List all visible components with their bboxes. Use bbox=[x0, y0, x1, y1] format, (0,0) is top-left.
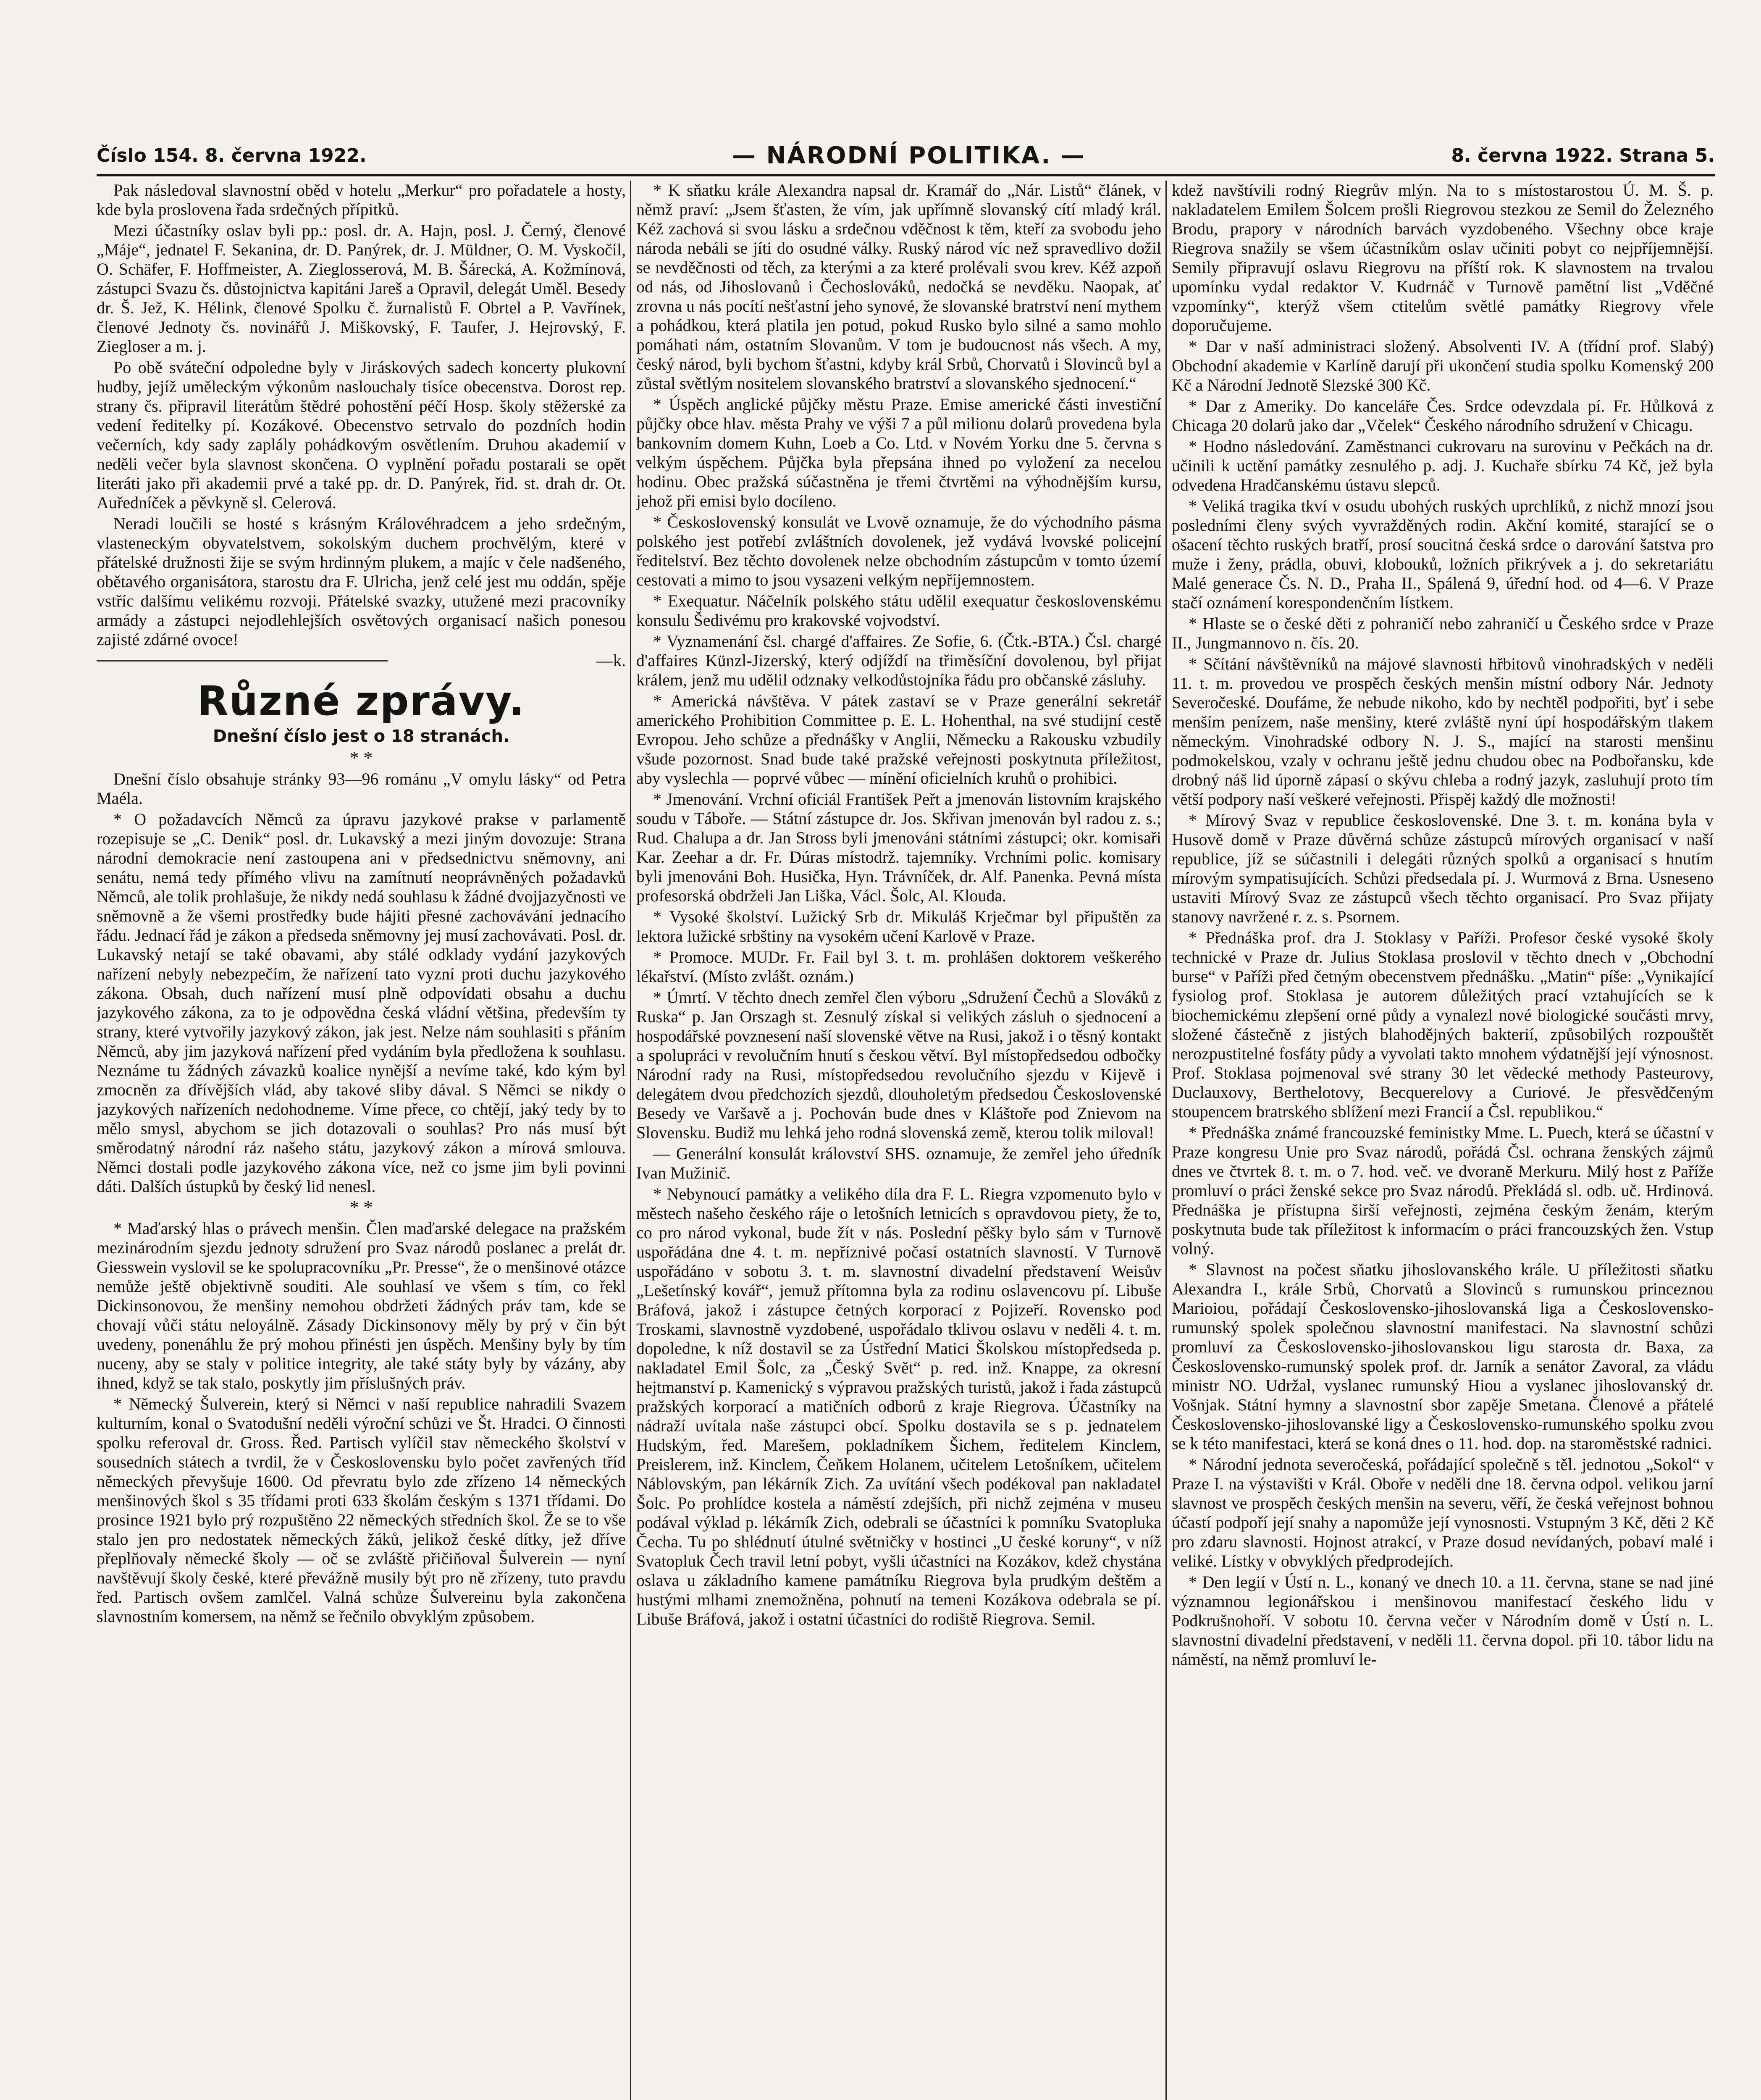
article-paragraph: * Mírový Svaz v republice československé. Dne 3. t. m. konána byla v Husově domě v Praze důvěrná schůze zástupců mírových organisací v naší republice, jíž se súčastnili i delegáti různých spolků a organisací s hnutím mírovým sympatisujících. Schůzi předsedala pí. J. Wurmová z Brna. Usneseno ustaviti Mírový Svaz ze zástupců všech těchto organisací. Pro Svaz přijaty stanovy navržené r. z. s. Psornem. bbox=[1172, 811, 1714, 926]
article-paragraph: * Promoce. MUDr. Fr. Fail byl 3. t. m. prohlášen doktorem veškerého lékařství. (Místo zvlášt. oznám.) bbox=[636, 948, 1161, 986]
article-paragraph: Po obě sváteční odpoledne byly v Jiráskových sadech koncerty plukovní hudby, jejíž uměleckým výkonům naslouchaly tisíce obecenstva. Dorost rep. strany čs. připravil literátům štědré pohostění péčí Hosp. školy stěžerské za vedení ředitelky pí. Kozákové. Obecenstvo setrvalo do pozdních hodin večerních, kdy sady zaplály pohádkovým osvětlením. Druhou akademií v neděli večer byla slavnost skončena. O vyplnění pořadu postarali se opět literáti jako při akademii prvé a také pp. dr. D. Panýrek, řid. st. drah dr. Ot. Auředníček a pěvkyně sl. Celerová. bbox=[97, 358, 626, 512]
article-signoff bbox=[97, 651, 626, 670]
article-paragraph: * Slavnost na počest sňatku jihoslovanského krále. U příležitosti sňatku Alexandra I., krále Srbů, Chorvatů a Slovinců s rumunskou princeznou Marioiou, pořádají Československo-jihoslovanská liga a Československo-rumunský spolek společnou slavnostní manifestaci. Na slavnostní schůzi promluví za Československo-jihoslovanskou ligu starosta dr. Baxa, za Československo-rumunský spolek prof. dr. Jarník a senátor Zavoral, za vládu ministr NO. Udržal, vyslanec rumunský Hiou a vyslanec jihoslovanský dr. Vošnjak. Státní hymny a slavnostní sbor zapěje Smetana. Členové a přátelé Československo-jihoslovanské ligy a Československo-rumunského spolku zvou se k této manifestaci, která se koná dnes o 11. hod. dop. na staroměstské radnici. bbox=[1172, 1260, 1714, 1453]
article-paragraph: * Přednáška prof. dra J. Stoklasy v Paříži. Profesor české vysoké školy technické v Praze dr. Julius Stoklasa proslovil v těchto dnech v „Obchodní burse“ v Paříži před četným obecenstvem přednášku. „Matin“ píše: „Vynikající fysiolog prof. Stoklasa je autorem důležitých prací vztahujících se k biochemickému zlepšení orné půdy a vynalezl nové biologické součásti mrvy, složené částečně z jistých blahodějných bakterií, způsobilých rozpouštět nerozpustitelné fosfáty půdy a vyvolati takto mnohem výdatnější její výnosnost. Prof. Stoklasa pojmenoval své strany 30 let vědecké methody Pasteurovy, Duclauxovy, Berthelotovy, Becquerelovy a Curiové. Je přesvědčeným stoupencem bratrského sblížení mezi Francií a Čsl. republikou.“ bbox=[1172, 928, 1714, 1121]
article-paragraph: * Národní jednota severočeská, pořádající společně s těl. jednotou „Sokol“ v Praze I. na výstavišti v Král. Oboře v neděli dne 18. června odpol. velikou jarní slavnost ve prospěch českých menšin na severu, věří, že česká veřejnost bohnou účastí podpoří její snahy a napomůže její vynosnosti. Vstupným 3 Kč, děti 2 Kč pro zdaru slavnosti. Hojnost atrakcí, v Praze dosud nevídaných, pobaví malé i veliké. Lístky v obvyklých předprodejích. bbox=[1172, 1455, 1714, 1570]
article-paragraph: * Americká návštěva. V pátek zastaví se v Praze generální sekretář amerického Prohibition Committee p. E. L. Hohenthal, na své studijní cestě Evropou. Jeho schůze a přednášky v Anglii, Německu a Rakousku vzbudily všude pozornost. Snad bude také pražské veřejnosti poskytnuta příležitost, aby vyslechla — poprvé vůbec — mínění oficielních kruhů o prohibici. bbox=[636, 691, 1161, 788]
article-paragraph: * Dar v naší administraci složený. Absolventi IV. A (třídní prof. Slabý) Obchodní akademie v Karlíně darují při ukončení studia spolku Komenský 200 Kč a Národní Jednotě Slezské 300 Kč. bbox=[1172, 337, 1714, 394]
article-paragraph: Dnešní číslo obsahuje stránky 93—96 románu „V omylu lásky“ od Petra Maéla. bbox=[97, 769, 626, 808]
signoff-rule bbox=[97, 660, 388, 670]
article-paragraph: * Německý Šulverein, který si Němci v naší republice nahradili Svazem kulturním, konal o Svatodušní neděli výroční schůzi ve Št. Hradci. O činnosti spolku referoval dr. Gross. Řed. Partisch vylíčil stav německého školství v sousedních státech a tvrdil, že v Československu bylo počet zavřených tříd německých převyšuje 1600. Od převratu bylo zde zřízeno 14 německých menšinových škol s 35 třídami proti 633 školám českým s 1371 třídami. Do prosince 1921 bylo prý rozpuštěno 22 německých středních škol. Že se to vše stalo jen pro nedostatek německých žáků, jelikož české dítky, jež dříve přeplňovaly německé školy — oč se zvláště přičiňoval Šulverein — nyní navštěvují školy české, které převážně musily být pro ně zřízeny, tuto pravdu řed. Partisch ovšem zamlčel. Valná schůze Šulvereinu byla zakončena slavnostním komersem, na němž se řečnilo obvyklým způsobem. bbox=[97, 1394, 626, 1626]
header-rule bbox=[97, 174, 1715, 176]
separator-stars: * * bbox=[349, 748, 373, 768]
article-paragraph: * Dar z Ameriky. Do kanceláře Čes. Srdce odevzdala pí. Fr. Hůlková z Chicaga 20 dolarů jako dar „Včelek“ Českého národního sdružení v Chicagu. bbox=[1172, 396, 1714, 435]
article-paragraph: * Jmenování. Vrchní oficiál František Peřt a jmenován listovním krajského soudu v Táboře. — Státní zástupce dr. Jos. Skřivan jmenován byl radou z. s.; Rud. Chalupa a dr. Jan Stross byli jmenováni státními zástupci; okr. komisaři Kar. Zeehar a dr. Fr. Dúras místodrž. tajemníky. Vrchními polic. komisary byli jmenováni Boh. Husička, Hyn. Trávníček, dr. Alf. Panenka. Pevná místa profesorská obdrželi Jan Liška, Václ. Šolc, Al. Klouda. bbox=[636, 790, 1161, 905]
article-paragraph: * Exequatur. Náčelník polského státu udělil exequatur československému konsulu Šedivému pro krakovské vojvodství. bbox=[636, 591, 1161, 630]
column-2 bbox=[636, 181, 1161, 2100]
article-paragraph: * Sčítání návštěvníků na májové slavnosti hřbitovů vinohradských v neděli 11. t. m. provedou ve prospěch českých menšin místní odbory Nár. Jednoty Severočeské. Doufáme, že nebude nikoho, kdo by nechtěl podpořiti, byť i sebe menším penízem, naše menšiny, které zvláště nyní úpí hospodářským tlakem německým. Vinohradské odbory N. J. S., mající na starosti menšinu podmokelskou, vzaly v ochranu ještě jednu chudou obec na Podbořansku, kde drobný náš lid úporně zápasí o skývu chleba a rodný jazyk, zasluhují proto tím větší podpory naší veškeré veřejnosti. Přispěj každý dle možnosti! bbox=[1172, 654, 1714, 808]
article-paragraph: * O požadavcích Němců za úpravu jazykové prakse v parlamentě rozepisuje se „C. Denik“ posl. dr. Lukavský a mezi jiným dovozuje: Strana národní demokracie není zastoupena ani v předsednictvu sněmovny, ani senátu, nemá tedy přímého vlivu na zamítnutí neoprávněných požadavků Němců, ale tolik prohlašuje, že nikdy nedá souhlasu k žádné dvojjazyčnosti ve sněmovně a že všemi prostředky bude hájiti přesné zachovávání jednacího řádu. Jednací řád je zákon a předseda sněmovny jej musí zachovávati. Posl. dr. Lukavský netají se také obavami, aby stálé odklady vydání jazykových nařízení nebyly nebezpečím, že nařízení tato vyzní proti duchu jazykového zákona. Obsah, duch nařízení musí plně odpovídati obsahu a duchu jazykového zákona, za to je odpovědna česká vládní většina, především ty strany, které vytvořily jazykový zákon, jak jest. Nelze nám souhlasiti s přáním Němců, aby jim jazyková nařízení před vydáním byla předložena k souhlasu. Neznáme tu žádných závazků koalice nynější a nevíme také, kdo kým byl zmocněn za dřívějších vlád, aby takové sliby dával. S Němci se nikdy o jazykových nařízeních nedohodneme. Víme přece, co chtějí, jaký tedy by to mělo smysl, abychom se jich dotazovali o souhlas? Pro nás musí být směrodatný národní ráz našeho státu, jazykový zákon a mírová smlouva. Němci dostali podle jazykového zákona více, než co jsme jim byli povinni dáti. Dalších ústupků by český lid nenesl. bbox=[97, 810, 626, 1196]
article-paragraph: — Generální konsulát království SHS. oznamuje, že zemřel jeho úředník Ivan Mužinič. bbox=[636, 1144, 1161, 1182]
article-paragraph: * Veliká tragika tkví v osudu ubohých ruských uprchlíků, z nichž mnozí jsou posledními členy svých vyvražděných rodin. Akční komité, starající se o ošacení těchto ruských bratří, prosí soucitná česká srdce o darování šatstva pro muže i ženy, prádla, obuvi, klobouků, ložních přikrývek a j. do sekretariátu Malé generace Čs. N. D., Praha II., Spálená 9, úřední hod. od 4—6. V Praze stačí oznámení korespondenčním lístkem. bbox=[1172, 496, 1714, 612]
masthead bbox=[97, 139, 1715, 172]
article-paragraph: * Maďarský hlas o právech menšin. Člen maďarské delegace na pražském mezinárodním sjezdu jednoty sdružení pro Svaz národů poslanec a prelát dr. Giesswein vyslovil se ke spolupracovníku „Pr. Presse“, že o menšinové otázce nemůže ještě objektivně souditi. Ale souhlasí ve všem s tím, co řekl Dickinsonovou, že menšiny nemohou obdržeti žádných práv tam, kde se chovají vůči státu neloyálně. Zásady Dickinsonovy měly by prý v čin být uvedeny, ponenáhlu že prý mohou přinésti jen úspěch. Menšiny byly by tím nuceny, aby se staly v politice integrity, ale také státy byly by vázány, aby ihned, když se tak stalo, poskytly jim příslušných práv. bbox=[97, 1219, 626, 1392]
separator-stars: * * bbox=[349, 1197, 373, 1218]
article-paragraph: * Úspěch anglické půjčky městu Praze. Emise americké části investiční půjčky obce hlav. města Prahy ve výši 7 a půl milionu dolarů provedena byla bankovním domem Kuhn, Loeb a Co. Ltd. v Novém Yorku dne 5. června s velkým úspěchem. Půjčka byla přepsána ihned po vyložení za necelou hodinu. Obec pražská súčastněna je třemi čtvrtěmi na výhodnějším kursu, jehož při emisi bylo docíleno. bbox=[636, 395, 1161, 510]
column-3 bbox=[1172, 181, 1714, 2100]
article-paragraph: * Přednáška známé francouzské feministky Mme. L. Puech, která se účastní v Praze kongresu Unie pro Svaz národů, pořádá Čsl. ochrana ženských zájmů dnes ve čtvrtek 8. t. m. o 7. hod. več. ve dvoraně Merkuru. Milý host z Paříže promluví o práci ženské sekce pro Svaz národů. Překládá sl. odb. uč. Hrdinová. Přednáška je přístupna širší veřejnosti, zejména českým ženám, kterým poskytnuta bude tak příležitost k informacím o práci francouzských žen. Vstup volný. bbox=[1172, 1123, 1714, 1258]
article-paragraph: Pak následoval slavnostní oběd v hotelu „Merkur“ pro pořadatele a hosty, kde byla proslovena řada srdečných přípitků. bbox=[97, 181, 626, 219]
article-paragraph: * Úmrtí. V těchto dnech zemřel člen výboru „Sdružení Čechů a Slováků z Ruska“ p. Jan Orszagh st. Zesnulý získal si velikých zásluh o sjednocení a hospodářské povznesení naší slovenské větve na Rusi, jakož i o těsný kontakt a spolupráci v revolučním hnutí s českou větví. Byl místopředsedou odbočky Národní rady na Rusi, místopředsedou revolučního sjezdu v Kijevě i delegátem dvou předchozích sjezdů, dlouholetým předsedou Československé Besedy ve Varšavě a j. Pochován bude dnes v Kláštoře pod Znievom na Slovensku. Budiž mu lehká jeho rodná slovenská země, kterou tolik miloval! bbox=[636, 988, 1161, 1142]
article-paragraph: * Hodno následování. Zaměstnanci cukrovaru na surovinu v Pečkách na dr. učinili k uctění památky zesnulého p. adj. J. Kuchaře sbírku 74 Kč, jež byla odvedena Hradčanskému ústavu slepců. bbox=[1172, 437, 1714, 494]
column-divider-1 bbox=[630, 181, 631, 2100]
column-1 bbox=[97, 181, 626, 2100]
article-paragraph: * Československý konsulát ve Lvově oznamuje, že do východního pásma polského jest potřebí zvláštních dovolenek, jež vydává lvovské policejní ředitelství. Bez těchto dovolenek nelze obchodním zástupcům v tomto území cestovati a mimo to jsou vysazeni velkým nepříjemnostem. bbox=[636, 512, 1161, 589]
article-paragraph: * Vysoké školství. Lužický Srb dr. Mikuláš Krječmar byl připuštěn za lektora lužické srbštiny na vysokém učení Karlově v Praze. bbox=[636, 907, 1161, 945]
column-divider-2 bbox=[1165, 181, 1167, 2100]
date-page-right: 8. června 1922. Strana 5. bbox=[1451, 144, 1715, 166]
newspaper-title: — NÁRODNÍ POLITIKA. — bbox=[732, 142, 1086, 169]
article-paragraph: * Den legií v Ústí n. L., konaný ve dnech 10. a 11. června, stane se nad jiné významnou legionářskou i menšinovou manifestací českého lidu v Podkrušnohoří. V sobotu 10. června večer v Národním domě v Ústí n. L. slavnostní divadelní představení, v neděli 11. června dopol. při 10. tábor lidu na náměstí, na němž promluví le- bbox=[1172, 1572, 1714, 1669]
article-paragraph: * Hlaste se o české děti z pohraničí nebo zahraničí u Českého srdce v Praze II., Jungmannovo n. čís. 20. bbox=[1172, 614, 1714, 652]
article-paragraph: * K sňatku krále Alexandra napsal dr. Kramář do „Nár. Listů“ článek, v němž praví: „Jsem šťasten, že vím, jak upřímně slovanský cítí mladý král. Kéž zachová si svou lásku a srdečnou vděčnost k těm, kteří za svobodu jeho národa nebáli se jíti do osudné války. Ruský národ víc než spravedlivo dožil se nevděčnosti od těch, za kterými a za které prolévali svou krev. Kéž azpoň od nás, od Jihoslovanů i Čechoslováků, nedočká se nevděku. Naopak, ať zrovna u nás pocítí nešťastní jeho synové, že slovanské bratrství není mythem a pohádkou, která platila jen potud, pokud Rusko bylo silné a samo mohlo pomáhati nám, ostatním Slovanům. V tom je budoucnost nás všech. A my, český národ, byli bychom šťastni, kdyby král Srbů, Chorvatů i Slovinců byl a zůstal světlým nositelem slovanského bratrství a slovanského sjednocení.“ bbox=[636, 181, 1161, 393]
author-signature: —k. bbox=[596, 651, 626, 670]
section-title: Různé zprávy. bbox=[197, 677, 525, 724]
section-subtitle: Dnešní číslo jest o 18 stranách. bbox=[213, 727, 510, 746]
issue-date-left: Číslo 154. 8. června 1922. bbox=[97, 144, 367, 166]
article-paragraph: Mezi účastníky oslav byli pp.: posl. dr. A. Hajn, posl. J. Černý, členové „Máje“, jednatel F. Sekanina, dr. D. Panýrek, dr. J. Müldner, O. M. Vyskočil, O. Schäfer, F. Hoffmeister, A. Zieglosserová, M. B. Šárecká, A. Kožmínová, zástupci Svazu čs. důstojnictva kapitáni Jareš a Opravil, delegát Uměl. Besedy dr. Š. Jež, K. Hélink, členové Spolku č. žurnalistů F. Obrtel a P. Vavřínek, členové Jednoty čs. novinářů J. Miškovský, F. Taufer, J. Hejrovský, F. Ziegloser a m. j. bbox=[97, 221, 626, 356]
article-paragraph: Neradi loučili se hosté s krásným Královéhradcem a jeho srdečným, vlasteneckým obyvatelstvem, sokolským duchem prochvělým, které v přátelské družnosti žije se svým hrdinným plukem, a majíc v čele nadšeného, obětavého organisátora, starostu dra F. Ulricha, jenž celé jest mu oddán, spěje vstříc dalšímu velikému rozvoji. Přátelské svazky, utužené mezi pracovníky armády a zástupci nejodlehlejších osvětových organisací našich ponesou zajisté zdárné ovoce! bbox=[97, 514, 626, 649]
article-paragraph: * Vyznamenání čsl. chargé d'affaires. Ze Sofie, 6. (Čtk.-BTA.) Čsl. chargé d'affaires Künzl-Jizerský, který odjíždí na třiměsíční dovolenou, byl přijat králem, jenž mu udělil odznaky velkodůstojníka řádu pro občanské zásluhy. bbox=[636, 632, 1161, 689]
article-paragraph: * Nebynoucí památky a velikého díla dra F. L. Riegra vzpomenuto bylo v městech našeho českého ráje o letošních letnicích s opravdovou piety, že to, co pro národ vykonal, bude žít v nás. Poslední pěšky bylo sám v Turnově uspořádána dne 4. t. m. nepříznivé počasí ostatních slavností. V Turnově uspořádáno v sobotu 3. t. m. slavnostní divadelní představení Weisův „Lešetínský kovář“, jemuž přítomna byla za rodinu oslavencovu pí. Libuše Bráfová, jakož i zástupce četných korporací z Pojizeří. Rovensko pod Troskami, slavnostně vyzdobené, uspořádalo tklivou oslavu v neděli 4. t. m. dopoledne, k níž dostavil se za Ústřední Matici Školskou místopředseda p. nakladatel Emil Šolc, za „Český Svět“ p. red. inž. Knappe, za okresní hejtmanství p. Kamenický s výpravou pražských turistů, jakož i řada zástupců pražských korporací a matičních odborů z kraje Riegrova. Účastníky na nádraží uvítala naše zástupci obcí. Spolku dostavila se s p. jednatelem Hudským, řed. Marešem, pokladníkem Šichem, ředitelem Kinclem, Preislerem, inž. Kinclem, Čeňkem Holanem, učitelem Letošníkem, učitelem Náblovským, pan lékárník Zich. Za uvítání všech podékoval pan nakladatel Šolc. Po prohlídce kostela a náměstí zdejších, při nichž zejména v museu podával výklad p. lékárník Zich, odebrali se účastníci k pomníku Svatopluka Čecha. Tu po shlédnutí útulné světničky v hostinci „U české koruny“, v níž Svatopluk Čech travil letní pobyt, vyšli účastníci na Kozákov, kdež chystána oslava u základního kamene památníku Riegrova byla prudkým deštěm a hustými mlhami znemožněna, pohnutí na temeni Kozákova odebrala se pí. Libuše Bráfová, jakož i ostatní účastníci do rodiště Riegrova. Semil. bbox=[636, 1184, 1161, 1628]
article-paragraph: kdež navštívili rodný Riegrův mlýn. Na to s místostarostou Ú. M. Š. p. nakladatelem Emilem Šolcem prošli Riegrovou stezkou ze Semil do Železného Brodu, prapory v národních barvách vyzdobeného. Všechny obce kraje Riegrova snažily se všem účastníkům oslav učiniti pobyt co nejpříjemnější. Semily připravují oslavu Riegrovu na příští rok. K slavnostem na trvalou upomínku vydal redaktor V. Kudrnáč v Turnově pamětní list „Vděčné vzpomínky“, kterýž všem ctitelům světlé památky Riegrovy vřele doporučujeme. bbox=[1172, 181, 1714, 335]
